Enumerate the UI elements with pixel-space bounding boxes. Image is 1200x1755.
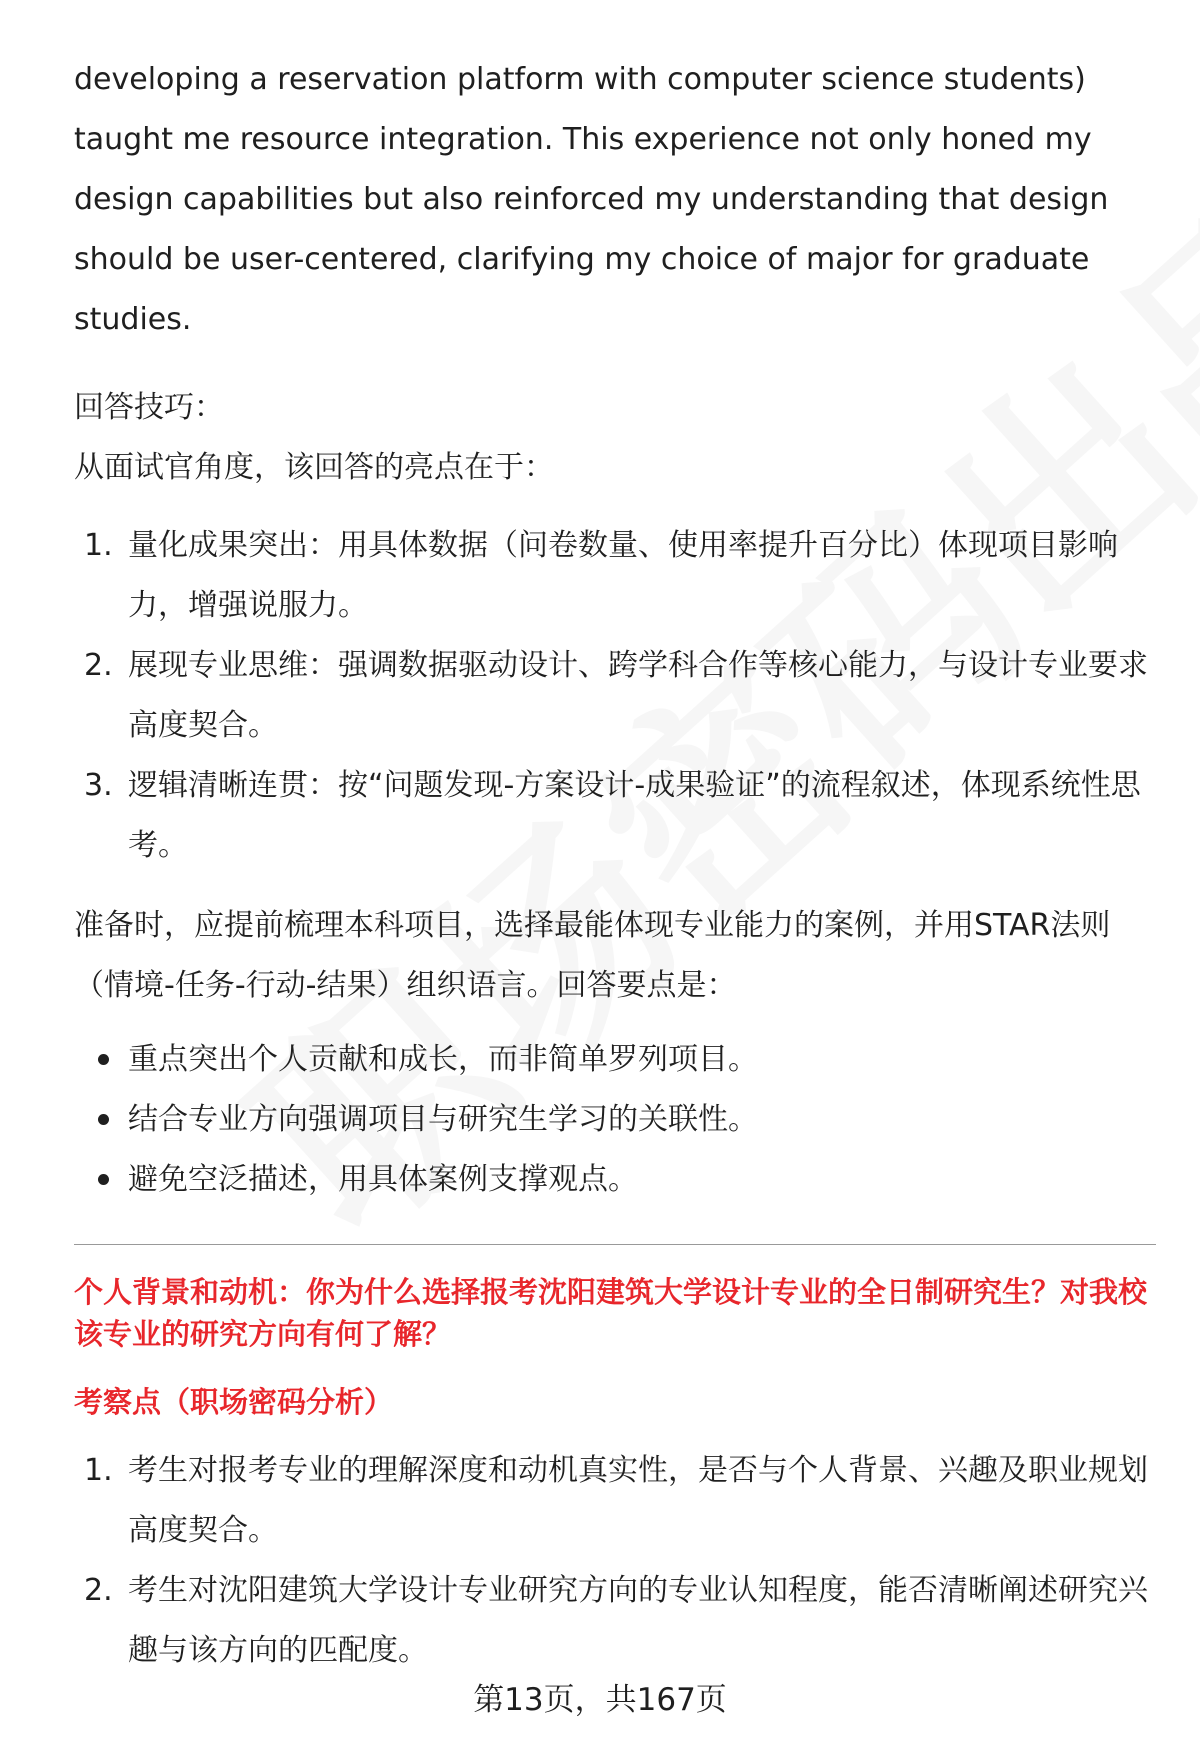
intro-paragraph: developing a reservation platform with computer science students) taught me resource integration. This experience not only honed my design capabilities but also reinforced my understanding that design should be user-centered, clarifying my choice of major for graduate studies. xyxy=(74,62,1109,337)
page-number-footer: 第13页，共167页 xyxy=(473,1682,727,1718)
list-item-text: 结合专业方向强调项目与研究生学习的关联性。 xyxy=(128,1102,758,1137)
highlights-list xyxy=(74,516,1154,876)
tips-label: 回答技巧： xyxy=(74,390,224,425)
tips-intro: 从面试官角度，该回答的亮点在于： xyxy=(74,450,554,485)
list-item-text: 重点突出个人贡献和成长，而非简单罗列项目。 xyxy=(128,1042,758,1077)
list-item-text: 考生对报考专业的理解深度和动机真实性，是否与个人背景、兴趣及职业规划高度契合。 xyxy=(128,1453,1148,1548)
list-item-text: 逻辑清晰连贯：按“问题发现-方案设计-成果验证”的流程叙述，体现系统性思考。 xyxy=(128,768,1141,863)
list-item xyxy=(74,1561,1154,1681)
list-item xyxy=(74,1150,1154,1210)
list-item xyxy=(74,756,1154,876)
list-item xyxy=(74,1441,1154,1561)
focus-heading: 考察点（职场密码分析） xyxy=(74,1385,394,1419)
list-item xyxy=(74,636,1154,756)
bullet-icon xyxy=(98,1174,109,1185)
page-content xyxy=(74,50,1154,1701)
list-number: 2. xyxy=(84,648,113,683)
section-divider xyxy=(74,1244,1156,1245)
prep-paragraph: 准备时，应提前梳理本科项目，选择最能体现专业能力的案例，并用STAR法则（情境-任务-行动-结果）组织语言。回答要点是： xyxy=(74,908,1111,1003)
key-points-list xyxy=(74,1030,1154,1210)
bullet-icon xyxy=(98,1114,109,1125)
bullet-icon xyxy=(98,1054,109,1065)
list-item xyxy=(74,1090,1154,1150)
list-item xyxy=(74,516,1154,636)
list-item-text: 避免空泛描述，用具体案例支撑观点。 xyxy=(128,1162,638,1197)
focus-points-list xyxy=(74,1441,1154,1681)
list-number: 1. xyxy=(84,528,113,563)
list-item-text: 展现专业思维：强调数据驱动设计、跨学科合作等核心能力，与设计专业要求高度契合。 xyxy=(128,648,1148,743)
list-number: 2. xyxy=(84,1573,113,1608)
question-heading: 个人背景和动机：你为什么选择报考沈阳建筑大学设计专业的全日制研究生？对我校该专业的研究方向有何了解？ xyxy=(74,1275,1148,1351)
list-item-text: 考生对沈阳建筑大学设计专业研究方向的专业认知程度，能否清晰阐述研究兴趣与该方向的匹配度。 xyxy=(128,1573,1148,1668)
list-number: 3. xyxy=(84,768,113,803)
list-item-text: 量化成果突出：用具体数据（问卷数量、使用率提升百分比）体现项目影响力，增强说服力。 xyxy=(128,528,1118,623)
list-number: 1. xyxy=(84,1453,113,1488)
list-item xyxy=(74,1030,1154,1090)
